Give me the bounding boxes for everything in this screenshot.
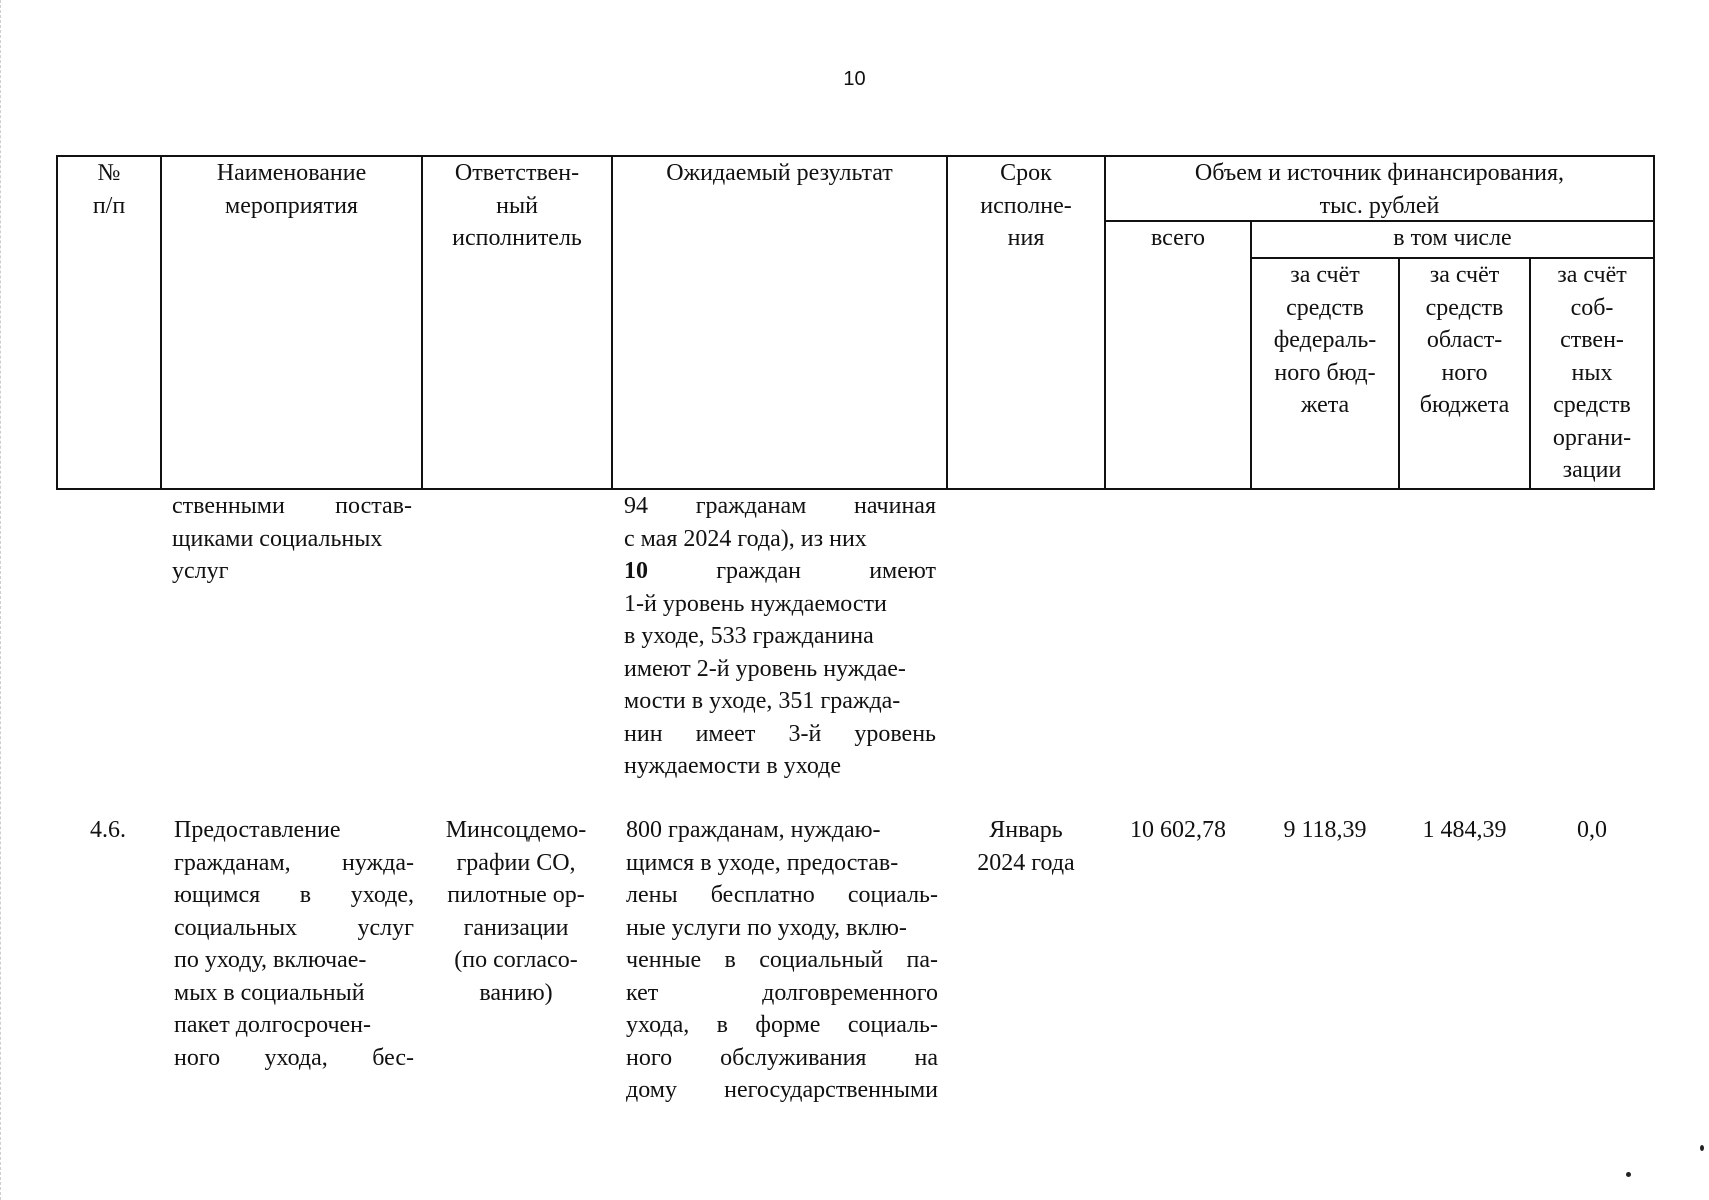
word: бесплатно	[710, 882, 815, 908]
header-text: средств	[1425, 294, 1504, 321]
text-line: мости в уходе, 351 гражда-	[624, 688, 901, 714]
header-text: исполнитель	[452, 225, 582, 251]
header-text: в том числе	[1393, 225, 1512, 251]
word: на	[914, 1044, 938, 1071]
text-line	[624, 555, 936, 588]
text-line: ванию)	[479, 979, 553, 1006]
word: бес-	[372, 1044, 414, 1071]
word: уходе,	[350, 882, 414, 908]
text-line: (по согласо-	[454, 947, 578, 973]
header-col-own	[1531, 259, 1653, 487]
text-line: графии СО,	[456, 849, 576, 876]
word: ухода,	[626, 1012, 690, 1038]
text-line: ные услуги по уходу, вклю-	[626, 914, 907, 941]
header-text: Ответствен-	[454, 160, 580, 186]
row-4-6-responsible-cell	[426, 814, 606, 1009]
word: нужда-	[342, 849, 414, 876]
text-line: щимся в уходе, предостав-	[626, 849, 899, 876]
word: начиная	[854, 493, 936, 519]
header-text: тыс. рублей	[1319, 192, 1440, 219]
header-text: средств	[1553, 392, 1631, 418]
header-text: соб-	[1570, 294, 1614, 321]
word: социальных	[174, 914, 298, 941]
header-col-responsible	[423, 157, 611, 255]
header-text: федераль-	[1273, 327, 1377, 353]
header-text: ствен-	[1560, 327, 1624, 353]
word: ющимся	[174, 882, 261, 908]
header-text: ного	[1441, 359, 1488, 386]
word: форме	[755, 1012, 821, 1038]
word: 10	[624, 558, 648, 584]
text-line	[626, 977, 938, 1010]
text-line: 1-й уровень нуждаемости	[624, 590, 887, 617]
word: ственными	[172, 493, 285, 519]
text-line: Минсоцдемо-	[445, 817, 587, 843]
header-text: област-	[1426, 327, 1503, 353]
word: ченные	[626, 947, 702, 973]
text-line	[624, 718, 936, 751]
header-col-including	[1252, 222, 1653, 255]
header-text: всего	[1150, 225, 1206, 251]
text-line: 2024 года	[977, 849, 1075, 876]
word: в	[724, 947, 736, 973]
header-vline-3	[611, 155, 613, 490]
row-4-6-total: 10 602,78	[1130, 817, 1226, 843]
continued-name-cell	[172, 490, 412, 588]
header-col-funding	[1106, 157, 1653, 222]
header-text: Наименование	[216, 160, 367, 186]
continued-result-cell	[624, 490, 936, 783]
row-4-6-result-cell	[626, 814, 938, 1107]
word: уровень	[854, 720, 936, 747]
text-line	[172, 490, 412, 523]
text-line	[174, 912, 414, 945]
word: граждан	[716, 558, 801, 584]
scan-speck	[1626, 1172, 1631, 1177]
header-text: ный	[496, 192, 538, 219]
text-line: Январь	[989, 817, 1063, 843]
header-text: ния	[1007, 225, 1045, 251]
header-text: ного бюд-	[1274, 359, 1376, 386]
text-line: услуг	[172, 558, 229, 584]
header-col-federal	[1252, 259, 1398, 422]
text-line: 800 гражданам, нуждаю-	[626, 817, 881, 843]
word: лены	[626, 882, 678, 908]
text-line	[626, 1074, 938, 1107]
text-line: имеют 2-й уровень нуждае-	[624, 655, 906, 682]
word: обслуживания	[720, 1044, 867, 1071]
text-line	[174, 879, 414, 912]
row-4-6-regional: 1 484,39	[1422, 817, 1507, 843]
header-vline-9	[1653, 155, 1655, 490]
text-line: пакет долгосрочен-	[174, 1012, 372, 1038]
word: дому	[626, 1077, 677, 1103]
header-col-total	[1106, 222, 1250, 255]
word: па-	[906, 947, 938, 973]
header-text: Объем и источник финансирования,	[1194, 160, 1565, 186]
text-line: по уходу, включае-	[174, 947, 367, 973]
header-text: бюджета	[1419, 392, 1510, 418]
text-line	[174, 1042, 414, 1075]
word: гражданам,	[174, 849, 291, 876]
header-text: мероприятия	[225, 192, 358, 219]
text-line	[626, 944, 938, 977]
text-line: ганизации	[463, 914, 569, 941]
header-text: жета	[1300, 392, 1350, 418]
word: гражданам	[695, 493, 807, 519]
text-line: нуждаемости в уходе	[624, 753, 841, 779]
text-line	[626, 1009, 938, 1042]
header-text: за счёт	[1290, 262, 1360, 288]
word: социальный	[759, 947, 884, 973]
word: ного	[174, 1044, 221, 1071]
row-4-6-name-cell	[174, 814, 414, 1074]
text-line	[626, 879, 938, 912]
word: ухода,	[264, 1044, 328, 1071]
word: социаль-	[847, 1012, 938, 1038]
text-line: с мая 2024 года), из них	[624, 525, 867, 552]
header-text: исполне-	[980, 192, 1072, 219]
word: ного	[626, 1044, 673, 1071]
row-4-6-term-cell	[950, 814, 1102, 879]
header-text: средств	[1286, 294, 1364, 321]
word: 3-й	[788, 720, 822, 747]
text-line	[174, 847, 414, 880]
text-line: пилотные ор-	[447, 882, 585, 908]
header-col-number	[58, 157, 160, 222]
text-line	[626, 1042, 938, 1075]
header-col-regional	[1400, 259, 1529, 422]
word: негосударственными	[724, 1077, 938, 1103]
text-line: мых в социальный	[174, 979, 365, 1006]
header-text: зации	[1562, 457, 1622, 483]
row-number: 4.6.	[90, 817, 126, 843]
word: услуг	[357, 914, 414, 941]
word: долговременного	[762, 979, 938, 1006]
header-text: ных	[1571, 359, 1613, 386]
header-text: Срок	[1000, 160, 1052, 186]
page-number: 10	[843, 68, 866, 90]
row-4-6-federal: 9 118,39	[1283, 817, 1367, 843]
header-col-term	[948, 157, 1104, 255]
word: имеют	[869, 558, 936, 584]
text-line: щиками социальных	[172, 525, 383, 552]
text-line: в уходе, 533 гражданина	[624, 623, 874, 649]
text-line: Предоставление	[174, 817, 341, 843]
word: 94	[624, 493, 648, 519]
scan-speck	[1700, 1145, 1704, 1151]
header-col-name	[162, 157, 421, 222]
word: в	[299, 882, 312, 908]
word: в	[716, 1012, 729, 1038]
header-text: Ожидаемый результат	[666, 160, 893, 186]
row-4-6-own: 0,0	[1577, 817, 1607, 843]
header-text: за счёт	[1557, 262, 1627, 288]
text-line	[624, 490, 936, 523]
word: постав-	[335, 493, 412, 519]
header-text: п/п	[92, 192, 126, 219]
header-text: за счёт	[1429, 262, 1500, 288]
header-text: №	[97, 160, 121, 186]
word: социаль-	[847, 882, 938, 908]
word: нин	[624, 720, 663, 747]
scan-edge	[0, 0, 3, 1200]
header-col-result	[613, 157, 946, 190]
header-text: органи-	[1552, 424, 1632, 451]
word: имеет	[695, 720, 756, 747]
word: кет	[626, 979, 659, 1006]
